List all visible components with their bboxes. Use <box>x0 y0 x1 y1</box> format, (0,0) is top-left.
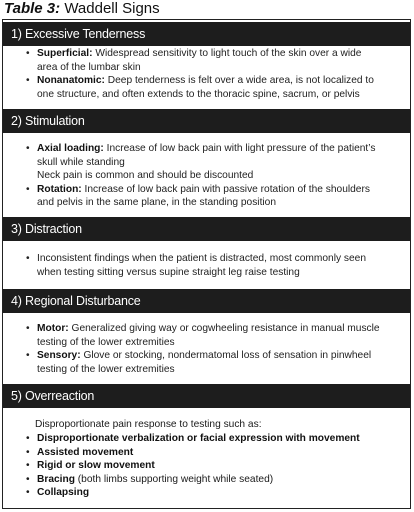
item-text-cont: one structure, and often extends to the thoracic spine, sacrum, or pelvis <box>37 88 360 100</box>
list-item <box>25 74 401 101</box>
waddell-table <box>2 19 411 509</box>
item-text: Inconsistent findings when the patient is distracted, most commonly seen <box>37 253 366 264</box>
bullet-icon: • <box>26 323 30 334</box>
bullet-icon: • <box>26 75 30 86</box>
overreaction-intro: Disproportionate pain response to testing such as: <box>35 419 262 430</box>
item-text: Widespread sensitivity to light touch of the skin over a wide <box>95 48 362 59</box>
table-number: Table 3: <box>4 0 61 17</box>
bullet-icon: • <box>26 183 30 195</box>
item-term: Rigid or slow movement <box>37 460 155 471</box>
bullet-icon: • <box>26 487 30 498</box>
section-heading-stimulation: 2) Stimulation <box>3 109 410 133</box>
list-item <box>25 446 401 460</box>
item-text-cont: skull while standing <box>37 156 125 168</box>
item-text: Generalized giving way or cogwheeling resistance in manual muscle <box>71 323 380 334</box>
item-term: Sensory: <box>37 350 81 361</box>
section-body-excessive-tenderness <box>25 47 401 101</box>
bullet-icon: • <box>26 350 30 361</box>
list-item <box>25 486 401 500</box>
list-item <box>25 459 401 473</box>
list-item <box>25 473 401 487</box>
item-term: Assisted movement <box>37 446 134 458</box>
item-text: Glove or stocking, nondermatomal loss of sensation in pinwheel <box>83 350 372 361</box>
item-text-cont: testing of the lower extremities <box>37 336 175 348</box>
item-text-cont: and pelvis in the same plane, in the standing position <box>37 197 276 208</box>
section-heading-excessive-tenderness: 1) Excessive Tenderness <box>3 22 410 46</box>
list-item <box>25 349 401 376</box>
item-text: Deep tenderness is felt over a wide area, is not localized to <box>107 75 374 86</box>
list-item <box>25 142 401 183</box>
list-item <box>25 252 401 279</box>
item-text: (both limbs supporting weight while seated) <box>77 473 274 485</box>
section-body-stimulation <box>25 142 401 210</box>
bullet-icon: • <box>26 473 30 485</box>
bullet-icon: • <box>26 253 30 264</box>
list-item <box>25 322 401 349</box>
list-item <box>25 183 401 210</box>
bullet-icon: • <box>26 48 30 59</box>
section-heading-regional-disturbance: 4) Regional Disturbance <box>3 289 410 313</box>
item-text: Increase of low back pain with light pressure of the patient’s <box>106 143 376 154</box>
bullet-icon: • <box>26 460 30 471</box>
section-heading-distraction: 3) Distraction <box>3 217 410 241</box>
list-item <box>25 432 401 446</box>
section-body-regional-disturbance <box>25 322 401 376</box>
bullet-icon: • <box>26 143 30 154</box>
bullet-icon: • <box>26 446 30 458</box>
section-heading-overreaction: 5) Overreaction <box>3 384 410 408</box>
item-text: Increase of low back pain with passive rotation of the shoulders <box>84 183 370 195</box>
item-text-cont: Neck pain is common and should be discounted <box>37 170 254 181</box>
section-body-distraction <box>25 252 401 279</box>
table-title <box>4 0 160 18</box>
item-term: Nonanatomic: <box>37 75 105 86</box>
item-term: Disproportionate verbalization or facial expression with movement <box>37 433 360 444</box>
item-term: Rotation: <box>37 183 82 195</box>
section-body-overreaction <box>25 432 401 500</box>
item-term: Axial loading: <box>37 143 104 154</box>
bullet-icon: • <box>26 433 30 444</box>
list-item <box>25 47 401 74</box>
table-title-text: Waddell Signs <box>64 0 160 17</box>
item-text-cont: when testing sitting versus supine straight leg raise testing <box>37 266 300 278</box>
item-term: Collapsing <box>37 487 90 498</box>
item-term: Bracing <box>37 473 75 485</box>
item-term: Superficial: <box>37 48 93 59</box>
item-term: Motor: <box>37 323 69 334</box>
item-text-cont: area of the lumbar skin <box>37 61 141 73</box>
item-text-cont: testing of the lower extremities <box>37 363 175 375</box>
